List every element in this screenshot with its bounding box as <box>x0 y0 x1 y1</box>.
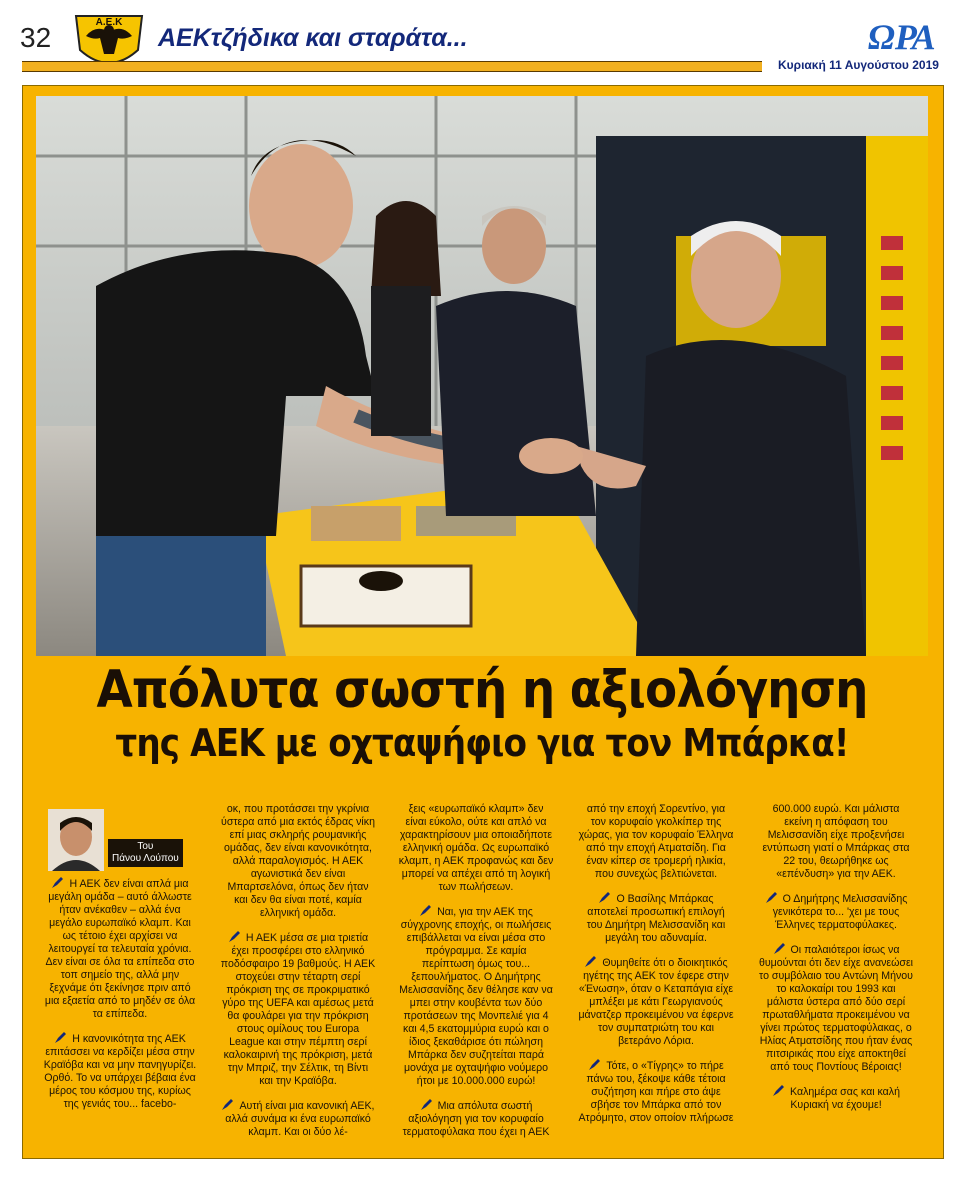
paragraph-text: Ο Βασίλης Μπάρκας αποτελεί προσωπική επιλογή του Δημήτρη Μελισσανίδη και μεγάλη του αδυναμία. <box>586 893 726 944</box>
pen-icon <box>588 1057 602 1071</box>
byline-prefix: Του <box>137 841 154 852</box>
paragraph-text: Οι παλαιότεροι ίσως να θυμούνται ότι δεν είχε ανανεώσει το συμβόλαιο του Αντώνη Μήνου το καλοκαίρι του 1993 και μάλιστα ύστερα από δύο σερί πρωταθλήματα προκειμένου να γίνει πρώτος τερματοφύλακας, ο Ηλίας Ατματσίδης που ήταν ένας πιτσιρικάς που είχε αποκτηθεί από τους Ποντίους Βέροιας! <box>758 944 914 1073</box>
article-photo <box>36 96 928 656</box>
pen-icon <box>51 875 65 889</box>
pen-icon <box>54 1030 68 1044</box>
paragraph <box>578 803 734 881</box>
paragraph <box>42 1030 198 1111</box>
paragraph-text: 600.000 ευρώ. Και μάλιστα εκείνη η απόφαση του Μελισσανίδη είχε προξενήσει εντύπωση γιατί ο Μπάρκας στα 22 του, θεωρήθηκε ως «επένδυση» για την ΑΕΚ. <box>762 803 910 880</box>
author-photo <box>48 809 104 871</box>
paragraph-text: Η ΑΕΚ μέσα σε μια τριετία έχει προσφέρει στο ελληνικό ποδόσφαιρο 19 βαθμούς. Η ΑΕΚ στοχεύει στην τέταρτη σερί πρόκριση της σε προκριματικό γύρο της UEFA και αμέσως μετά θα φουλάρει για την πρόκριση στους ομίλους του Europa League και στην πέμπτη σερί καλοκαιρινή της πρόκριση, μετά την Μπριζ, την Σέλτικ, τη Βίντι και την Κραϊόβα. <box>220 932 376 1087</box>
page-number: 32 <box>20 22 52 53</box>
byline-author: Πάνου Λούπου <box>112 853 179 864</box>
paragraph <box>578 890 734 945</box>
paragraph <box>398 903 554 1088</box>
pen-icon <box>221 1097 235 1111</box>
paragraph-text: Η ΑΕΚ δεν είναι απλά μια μεγάλη ομάδα – αυτό άλλωστε ήταν ανέκαθεν – αλλά ένα μεγάλο ευρωπαϊκό κλαμπ. Και ως τέτοιο έχει αρχίσει να λειτουργεί τα τελευταία χρόνια. Δεν είναι σε όλα τα επίπεδα στο τοπ σημείο της, αλλά μην ξεχνάμε ότι ξεκίνησε πριν από μια εξαετία από το μηδέν σε όλα τα επίπεδα. <box>44 878 196 1020</box>
pen-icon <box>228 929 242 943</box>
newspaper-brand: ΩΡΑ <box>868 17 936 57</box>
paragraph <box>220 803 376 920</box>
paragraph <box>220 929 376 1088</box>
article-column-1 <box>42 803 198 1120</box>
pen-icon <box>598 890 612 904</box>
issue-date: Κυριακή 11 Αυγούστου 2019 <box>778 58 939 72</box>
paragraph-text: Τότε, ο «Τίγρης» το πήρε πάνω του, ξέκοψε κάθε τέτοια συζήτηση και πήρε στο άψε σβήσε τον Μπάρκα από τον Ατρόμητο, στον οποίον πλήρωσε <box>578 1060 734 1124</box>
paragraph <box>758 890 914 932</box>
paragraph <box>398 803 554 894</box>
paragraph-text: από την εποχή Σορεντίνο, για τον κορυφαίο γκολκίπερ της χώρας, για τον κορυφαίο Έλληνα από την εποχή Ατματσίδη. Για έναν κίπερ σε τρομερή ηλικία, που συνεχώς βελτιώνεται. <box>578 803 734 880</box>
paragraph-text: Θυμηθείτε ότι ο διοικητικός ηγέτης της ΑΕΚ τον έφερε στην «Ένωση», όταν ο Κεταπάγια είχε μπλέξει με κάτι Γεωργιανούς μάνατζερ προκειμένου να έφερνε τον συμπατριώτη του και βετεράνο Λόρια. <box>578 957 734 1047</box>
paragraph <box>42 875 198 1021</box>
paragraph-text: ξεις «ευρωπαϊκό κλαμπ» δεν είναι εύκολο, ούτε και απλό να χαρακτηρίσουν μια οποιαδήποτε ελληνική ομάδα. Ως ευρωπαϊκό κλαμπ, η ΑΕΚ προφανώς και δεν μπορεί να απέχει από τη λογική των πωλήσεων. <box>398 803 554 893</box>
byline-label <box>108 839 183 867</box>
logo-text: Α.Ε.Κ <box>95 17 123 28</box>
pen-icon <box>584 954 598 968</box>
headline-line-1: Απόλυτα σωστή η αξιολόγηση <box>96 660 868 720</box>
paragraph-text: Η κανονικότητα της ΑΕΚ επιτάσσει να κερδίζει μέσα στην Κραϊόβα και να μην πανηγυρίζει. Ορθό. Το να υπάρχει βέβαια ένα μέρος του κόσμου της, κυρίως της γενιάς του... facebo- <box>43 1033 197 1110</box>
headline <box>36 660 928 766</box>
paragraph-text: Καλημέρα σας και καλή Κυριακή να έχουμε! <box>790 1086 900 1111</box>
pen-icon <box>419 903 433 917</box>
byline-block <box>42 803 198 875</box>
pen-icon <box>772 1083 786 1097</box>
section-title: ΑΕΚτζήδικα και σταράτα... <box>158 24 468 52</box>
article-column-3 <box>398 803 554 1148</box>
page-header <box>0 0 960 78</box>
paragraph-text: Μια απόλυτα σωστή αξιολόγηση για τον κορυφαίο τερματοφύλακα που έχει η ΑΕΚ <box>402 1100 550 1138</box>
pen-icon <box>765 890 779 904</box>
paragraph <box>578 954 734 1048</box>
article-column-4 <box>578 803 734 1134</box>
paragraph <box>220 1097 376 1139</box>
pen-icon <box>420 1097 434 1111</box>
article-column-2 <box>220 803 376 1148</box>
header-rule <box>22 61 762 72</box>
pen-icon <box>773 941 787 955</box>
headline-line-2: της ΑΕΚ με οχταψήφιο για τον Μπάρκα! <box>115 721 849 765</box>
paragraph-text: Ναι, για την ΑΕΚ της σύγχρονης εποχής, οι πωλήσεις επιβάλλεται να είναι μέσα στο πρόγραμμα. Σε καμία περίπτωση όμως του... ξεπουλήματος. Ο Δημήτρης Μελισσανίδης δεν θέλησε καν να μπει στην κουβέντα των δύο προτάσεων της Μονπελιέ για 4 και 4,5 εκατομμύρια ευρώ και ο ίδιος ξεκαθάρισε ότι πώληση Μπάρκα δεν συζητείται παρά μονάχα με οχταψήφιο νούμερο ήτοι με 10.000.000 ευρώ! <box>399 906 553 1087</box>
article-column-5 <box>758 803 914 1121</box>
paragraph <box>578 1057 734 1125</box>
paragraph <box>758 941 914 1074</box>
paragraph <box>758 1083 914 1112</box>
paragraph-text: Αυτή είναι μια κανονική ΑΕΚ, αλλά συνάμα κι ένα ευρωπαϊκό κλαμπ. Και οι δύο λέ- <box>225 1100 375 1138</box>
paragraph <box>758 803 914 881</box>
paragraph-text: Ο Δημήτρης Μελισσανίδης γενικότερα το... 'χει με τους Έλληνες τερματοφύλακες. <box>772 893 908 931</box>
paragraph-text: οκ, που προτάσσει την γκρίνια ύστερα από μια εκτός έδρας νίκη επί μιας σκληρής ρουμανικής ομάδας, δεν είναι κανονικότητα, αλλά παραλογισμός. Η ΑΕΚ αγωνιστικά δεν είναι Μπαρτσελόνα, όπως δεν ήταν και δεν θα είναι ποτέ, καμία ελληνική ομάδα. <box>221 803 375 919</box>
paragraph <box>398 1097 554 1139</box>
